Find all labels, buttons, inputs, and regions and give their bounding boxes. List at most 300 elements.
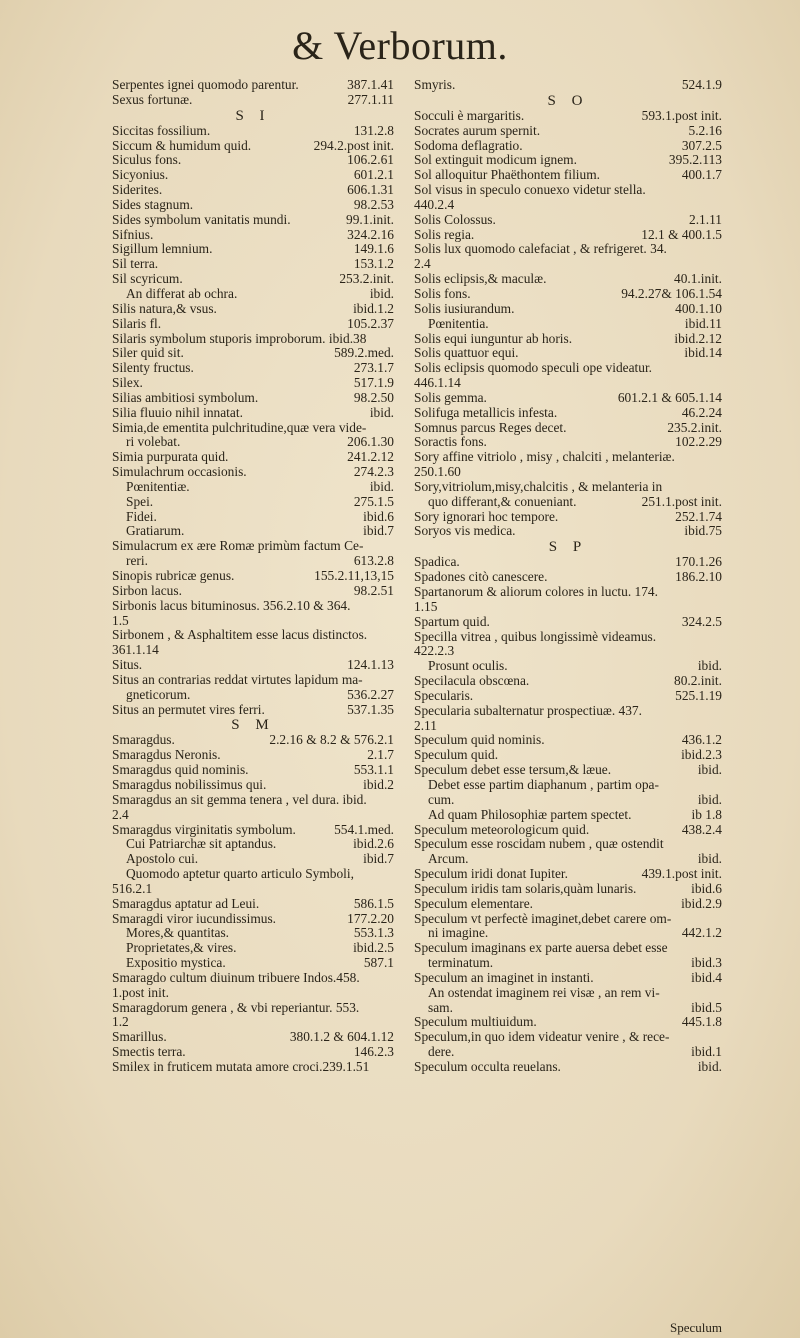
- entry-reference: ibid.1: [691, 1044, 722, 1060]
- index-entry: [414, 808, 722, 823]
- index-entry: [112, 554, 394, 569]
- entry-term: Solis quattuor equi.: [414, 345, 519, 361]
- index-entry: [414, 78, 722, 93]
- index-entry: [112, 183, 394, 198]
- entry-reference: 601.2.1: [353, 167, 394, 183]
- index-entry: [112, 78, 394, 93]
- index-entry: [414, 570, 722, 585]
- entry-reference: 525.1.19: [675, 687, 722, 703]
- entry-term: Smaragdi viror iucundissimus.: [112, 910, 277, 926]
- entry-reference: 241.2.12: [347, 449, 394, 465]
- entry-term: Pœnitentiæ.: [126, 478, 190, 494]
- index-entry: [414, 867, 722, 882]
- entry-reference: 206.1.30: [347, 434, 394, 450]
- entry-term: Sigillum lemnium.: [112, 241, 213, 257]
- index-entry: [414, 659, 722, 674]
- entry-reference: 294.2.post init.: [313, 137, 394, 153]
- entry-term: Smaragdus.: [112, 732, 175, 748]
- index-entry: [414, 1015, 722, 1030]
- index-entry-line: An ostendat imaginem rei visæ , an rem vi-: [428, 984, 660, 1000]
- entry-term: Smyris.: [414, 77, 456, 92]
- entry-term: Smaragdus aptatur ad Leui.: [112, 895, 260, 911]
- entry-term: Smaragdus virginitatis symbolum.: [112, 821, 296, 837]
- index-entry-line: 516.2.1: [112, 880, 153, 896]
- index-entry: [414, 495, 722, 510]
- index-entry: [112, 703, 394, 718]
- entry-term: Sory ignorari hoc tempore.: [414, 508, 559, 524]
- index-entry-line: Smaragdorum genera , & vbi reperiantur. 553.: [112, 999, 360, 1015]
- entry-reference: 12.1 & 400.1.5: [641, 226, 722, 242]
- index-entry: [414, 153, 722, 168]
- right-column: [414, 78, 722, 1075]
- index-entry: [414, 406, 722, 421]
- entry-reference: ibid.2.6: [353, 836, 394, 852]
- index-entry-line: Specularia subalternatur prospectiuæ. 437.: [414, 702, 642, 718]
- entry-term: cum.: [428, 791, 455, 807]
- index-entry: [112, 361, 394, 376]
- index-entry: [112, 391, 394, 406]
- index-entry: [112, 139, 394, 154]
- entry-reference: ibid.6: [691, 880, 722, 896]
- index-entry-line: Simulacrum ex ære Romæ primùm factum Ce-: [112, 538, 364, 554]
- index-entry: [112, 406, 394, 421]
- entry-term: Simulachrum occasionis.: [112, 464, 247, 480]
- entry-term: Silex.: [112, 375, 143, 391]
- entry-term: Smaragdus Neronis.: [112, 747, 221, 763]
- entry-term: Specilacula obscœna.: [414, 673, 530, 689]
- index-entry: [414, 272, 722, 287]
- entry-reference: ibid.: [697, 791, 722, 807]
- entry-reference: ibid.11: [684, 315, 722, 331]
- index-entry-line: 1.15: [414, 598, 438, 614]
- entry-reference: 98.2.53: [353, 196, 394, 212]
- entry-term: Spadica.: [414, 554, 460, 570]
- index-entry-line: Speculum esse roscidam nubem , quæ ostendit: [414, 836, 664, 852]
- entry-reference: 106.2.61: [347, 152, 394, 168]
- entry-term: sam.: [428, 999, 453, 1015]
- entry-reference: ibid.2.12: [674, 330, 722, 346]
- index-entry-line: Sirbonem , & Asphaltitem esse lacus distinctos.: [112, 627, 368, 643]
- entry-reference: 40.1.init.: [674, 271, 722, 287]
- index-entry-line: Specilla vitrea , quibus longissimè videamus.: [414, 628, 657, 644]
- index-entry: [112, 495, 394, 510]
- index-entry: [112, 778, 394, 793]
- index-entry: [112, 763, 394, 778]
- entry-reference: 445.1.8: [681, 1014, 722, 1030]
- entry-term: Socculi è margaritis.: [414, 107, 525, 123]
- entry-reference: 235.2.init.: [667, 419, 722, 435]
- index-entry: [414, 615, 722, 630]
- entry-term: Prosunt oculis.: [428, 658, 508, 674]
- entry-term: Sicyonius.: [112, 167, 169, 183]
- entry-term: Sodoma deflagratio.: [414, 137, 523, 153]
- index-entry: [112, 912, 394, 927]
- index-entry: [414, 391, 722, 406]
- index-entry: [414, 524, 722, 539]
- index-entry: [414, 510, 722, 525]
- entry-reference: 105.2.37: [347, 315, 394, 331]
- entry-reference: 252.1.74: [675, 508, 722, 524]
- index-entry-line: Sirbonis lacus bituminosus. 356.2.10 & 364.: [112, 597, 351, 613]
- index-entry: [112, 124, 394, 139]
- index-entry: [414, 748, 722, 763]
- index-entry: [112, 376, 394, 391]
- entry-reference: 98.2.50: [353, 389, 394, 405]
- entry-reference: ibid.: [369, 478, 394, 494]
- entry-reference: 606.1.31: [347, 182, 394, 198]
- entry-reference: 553.1.1: [353, 762, 394, 778]
- entry-term: Mores,& quantitas.: [126, 925, 230, 941]
- index-entry-line: Sol visus in speculo conuexo videtur stella.: [414, 182, 646, 198]
- index-entry: [414, 1045, 722, 1060]
- entry-term: terminatum.: [428, 955, 494, 971]
- entry-reference: ibid.: [697, 851, 722, 867]
- entry-reference: 400.1.10: [675, 300, 722, 316]
- entry-reference: 517.1.9: [353, 375, 394, 391]
- entry-reference: 124.1.13: [347, 657, 394, 673]
- entry-term: Sirbon lacus.: [112, 582, 182, 598]
- section-heading: S P: [548, 539, 588, 556]
- entry-reference: ibid.6: [363, 508, 394, 524]
- index-entry: [414, 882, 722, 897]
- entry-reference: ibid.75: [684, 523, 722, 539]
- index-entry: [414, 689, 722, 704]
- index-entry: [112, 748, 394, 763]
- entry-term: Solis eclipsis,& maculæ.: [414, 271, 547, 287]
- entry-reference: 307.2.5: [681, 137, 722, 153]
- index-entry: [414, 956, 722, 971]
- entry-term: Speculum iridis tam solaris,quàm lunaris.: [414, 880, 637, 896]
- index-entry: [112, 317, 394, 332]
- catchword: Speculum: [670, 1320, 722, 1335]
- entry-reference: ibid.2.3: [681, 747, 722, 763]
- index-entry-line: Silaris symbolum stuporis improborum. ibid.38: [112, 330, 367, 346]
- entry-reference: 324.2.16: [347, 226, 394, 242]
- entry-reference: 2.1.11: [689, 211, 722, 227]
- entry-term: Siderites.: [112, 182, 163, 198]
- index-entry: [112, 480, 394, 495]
- entry-term: Speculum elementare.: [414, 895, 533, 911]
- index-entry: [112, 272, 394, 287]
- entry-term: Siculus fons.: [112, 152, 182, 168]
- entry-term: Sil terra.: [112, 256, 159, 272]
- index-entry: [112, 93, 394, 108]
- index-entry: [112, 1030, 394, 1045]
- index-entry: [414, 926, 722, 941]
- index-entry: [414, 435, 722, 450]
- index-entry: [112, 941, 394, 956]
- left-column: [112, 78, 394, 1075]
- entry-term: Specularis.: [414, 687, 474, 703]
- entry-term: Siler quid sit.: [112, 345, 184, 361]
- entry-reference: ibid.: [369, 285, 394, 301]
- entry-term: Speculum debet esse tersum,& læue.: [414, 762, 612, 778]
- index-entry: [112, 346, 394, 361]
- entry-reference: ibid.3: [691, 955, 722, 971]
- entry-reference: 131.2.8: [353, 122, 394, 138]
- index-entry: [112, 465, 394, 480]
- index-entry-line: Quomodo aptetur quarto articulo Symboli,: [126, 866, 354, 882]
- index-entry: [414, 1001, 722, 1016]
- entry-reference: 99.1.init.: [346, 211, 394, 227]
- index-entry: [112, 897, 394, 912]
- entry-term: Ad quam Philosophiæ partem spectet.: [428, 806, 632, 822]
- section-heading: S I: [235, 107, 271, 124]
- entry-reference: 524.1.9: [681, 77, 722, 92]
- entry-term: Gratiarum.: [126, 523, 185, 539]
- entry-reference: 253.2.init.: [339, 271, 394, 287]
- entry-term: Speculum quid.: [414, 747, 499, 763]
- index-entry: [112, 510, 394, 525]
- index-entry: [414, 823, 722, 838]
- index-entry-line: Smaragdo cultum diuinum tribuere Indos.458.: [112, 969, 360, 985]
- entry-reference: ibid.4: [691, 969, 722, 985]
- entry-reference: 155.2.11,13,15: [314, 568, 394, 583]
- entry-term: Speculum multiuidum.: [414, 1014, 537, 1030]
- entry-term: Sifnius.: [112, 226, 154, 242]
- index-entry: [112, 688, 394, 703]
- index-entry-line: Smaragdus an sit gemma tenera , vel dura. ibid.: [112, 791, 367, 807]
- entry-reference: 80.2.init.: [674, 673, 722, 689]
- entry-term: Spadones citò canescere.: [414, 569, 548, 585]
- entry-reference: ibid.2.5: [353, 940, 394, 956]
- entry-reference: 98.2.51: [353, 582, 394, 598]
- index-entry-line: 1.5: [112, 612, 129, 628]
- index-entry: [112, 287, 394, 302]
- entry-term: Smaragdus quid nominis.: [112, 762, 249, 778]
- entry-term: Somnus parcus Reges decet.: [414, 419, 567, 435]
- index-entry: [414, 733, 722, 748]
- entry-reference: 553.1.3: [353, 925, 394, 941]
- entry-term: quo differant,& conueniant.: [428, 493, 577, 509]
- entry-reference: ibid.: [369, 404, 394, 420]
- index-entry: [414, 763, 722, 778]
- entry-reference: 324.2.5: [681, 613, 722, 629]
- index-entry: [112, 168, 394, 183]
- entry-term: Silia fluuio nihil innatat.: [112, 404, 243, 420]
- entry-reference: ibid.5: [691, 999, 722, 1015]
- entry-reference: ibid.1.2: [353, 300, 394, 316]
- index-entry: [414, 168, 722, 183]
- entry-reference: ibid.: [697, 1059, 722, 1074]
- index-entry: [414, 971, 722, 986]
- index-entry-line: 250.1.60: [414, 464, 461, 480]
- entry-term: Serpentes ignei quomodo parentur.: [112, 77, 299, 92]
- index-entry: [414, 793, 722, 808]
- entry-term: Soractis fons.: [414, 434, 487, 450]
- index-entry: [112, 198, 394, 213]
- entry-reference: 439.1.post init.: [641, 866, 722, 882]
- index-entry: [112, 823, 394, 838]
- index-entry: [414, 213, 722, 228]
- entry-term: Solis iusiurandum.: [414, 300, 515, 316]
- entry-reference: 186.2.10: [675, 569, 722, 585]
- entry-term: Sexus fortunæ.: [112, 91, 193, 107]
- index-entry-line: Speculum imaginans ex parte auersa debet esse: [414, 940, 668, 956]
- index-entry: [112, 852, 394, 867]
- entry-reference: 146.2.3: [353, 1044, 394, 1060]
- entry-reference: 170.1.26: [675, 554, 722, 570]
- index-entry: [414, 897, 722, 912]
- index-entry: [112, 450, 394, 465]
- entry-reference: 275.1.5: [353, 493, 394, 509]
- entry-term: Solis Colossus.: [414, 211, 496, 227]
- index-entry: [414, 317, 722, 332]
- index-entry: [414, 124, 722, 139]
- entry-term: Situs an permutet vires ferri.: [112, 701, 265, 717]
- index-entry-line: Smilex in fruticem mutata amore croci.239.1.51: [112, 1059, 370, 1074]
- entry-reference: ibid.: [697, 658, 722, 674]
- index-entry: [414, 228, 722, 243]
- index-entry: [112, 733, 394, 748]
- entry-reference: 251.1.post init.: [641, 493, 722, 509]
- entry-term: Solifuga metallicis infesta.: [414, 404, 558, 420]
- entry-term: Speculum an imaginet in instanti.: [414, 969, 594, 985]
- entry-reference: 587.1: [363, 955, 394, 971]
- index-entry: [414, 287, 722, 302]
- entry-term: Silaris fl.: [112, 315, 162, 331]
- index-entry: [414, 346, 722, 361]
- entry-term: Solis equi iunguntur ab horis.: [414, 330, 573, 346]
- entry-term: Smarillus.: [112, 1029, 167, 1045]
- entry-term: Apostolo cui.: [126, 851, 199, 867]
- entry-term: gneticorum.: [126, 686, 191, 702]
- entry-term: Simia purpurata quid.: [112, 449, 229, 465]
- index-entry: [414, 139, 722, 154]
- index-entry: [414, 109, 722, 124]
- index-entry: [112, 569, 394, 584]
- entry-reference: ibid.2.9: [681, 895, 722, 911]
- index-entry: [112, 956, 394, 971]
- page-header: & Verborum.: [292, 23, 508, 68]
- index-entry: [414, 1060, 722, 1075]
- entry-reference: 380.1.2 & 604.1.12: [289, 1029, 394, 1045]
- index-entry-line: Simia,de ementita pulchritudine,quæ vera vide-: [112, 419, 367, 435]
- entry-term: Spei.: [126, 493, 154, 509]
- entry-reference: 5.2.16: [688, 122, 722, 138]
- entry-term: ri volebat.: [126, 434, 181, 450]
- entry-reference: 593.1.post init.: [641, 107, 722, 123]
- index-entry-line: Sory,vitriolum,misy,chalcitis , & melanteria in: [414, 478, 663, 494]
- index-entry-line: Sory affine vitriolo , misy , chalciti , melanteriæ.: [414, 449, 675, 465]
- section-heading: S O: [547, 92, 589, 109]
- entry-term: Spartum quid.: [414, 613, 490, 629]
- entry-reference: ib 1.8: [691, 806, 722, 822]
- index-entry: [414, 302, 722, 317]
- entry-term: Arcum.: [428, 851, 469, 867]
- entry-reference: 436.1.2: [681, 732, 722, 748]
- index-entry-line: 2.4: [414, 256, 431, 272]
- index-entry: [112, 435, 394, 450]
- entry-term: Siccitas fossilium.: [112, 122, 211, 138]
- index-entry: [414, 332, 722, 347]
- index-entry: [112, 302, 394, 317]
- entry-term: reri.: [126, 553, 148, 569]
- entry-term: Speculum occulta reuelans.: [414, 1059, 561, 1074]
- entry-reference: 387.1.41: [347, 77, 394, 92]
- entry-term: Cui Patriarchæ sit aptandus.: [126, 836, 277, 852]
- entry-reference: 177.2.20: [347, 910, 394, 926]
- entry-reference: ibid.14: [684, 345, 722, 361]
- index-entry: [112, 658, 394, 673]
- index-entry: [112, 1045, 394, 1060]
- entry-term: Sol alloquitur Phaëthontem filium.: [414, 167, 600, 183]
- entry-term: Expositio mystica.: [126, 955, 226, 971]
- entry-term: Proprietates,& vires.: [126, 940, 237, 956]
- index-entry-line: Spartanorum & aliorum colores in luctu. 174.: [414, 584, 658, 599]
- entry-term: Siccum & humidum quid.: [112, 137, 252, 153]
- entry-reference: 94.2.27& 106.1.54: [621, 285, 722, 301]
- index-entry-line: 361.1.14: [112, 642, 159, 658]
- entry-term: Sides symbolum vanitatis mundi.: [112, 211, 291, 227]
- index-entry: [414, 421, 722, 436]
- entry-reference: 536.2.27: [347, 686, 394, 702]
- entry-term: Speculum iridi donat Iupiter.: [414, 866, 568, 882]
- index-entry: [414, 852, 722, 867]
- index-entry: [112, 153, 394, 168]
- index-entry-line: 446.1.14: [414, 375, 461, 391]
- entry-term: Situs.: [112, 657, 143, 673]
- entry-term: Silenty fructus.: [112, 360, 194, 376]
- index-entry: [112, 242, 394, 257]
- entry-reference: 273.1.7: [353, 360, 394, 376]
- index-entry: [112, 257, 394, 272]
- entry-reference: 613.2.8: [353, 553, 394, 569]
- entry-reference: 586.1.5: [353, 895, 394, 911]
- entry-reference: ibid.2: [363, 776, 394, 792]
- index-entry-line: Debet esse partim diaphanum , partim opa-: [428, 776, 659, 792]
- index-entry-line: 1.post init.: [112, 984, 169, 1000]
- entry-term: dere.: [428, 1044, 455, 1060]
- entry-term: Socrates aurum spernit.: [414, 122, 541, 138]
- entry-term: Speculum meteorologicum quid.: [414, 821, 590, 837]
- index-entry: [112, 584, 394, 599]
- entry-reference: 277.1.11: [347, 91, 394, 107]
- entry-term: Sides stagnum.: [112, 196, 194, 212]
- entry-term: Soryos vis medica.: [414, 523, 516, 539]
- index-entry: [414, 674, 722, 689]
- index-entry-line: 440.2.4: [414, 196, 455, 212]
- index-entry-line: 2.4: [112, 806, 129, 822]
- index-entry-line: 2.11: [414, 717, 437, 733]
- entry-reference: 2.2.16 & 8.2 & 576.2.1: [269, 732, 394, 748]
- index-entry-line: Solis lux quomodo calefaciat , & refrigeret. 34.: [414, 241, 667, 257]
- index-entry-line: 1.2: [112, 1014, 129, 1030]
- entry-reference: ibid.: [697, 762, 722, 778]
- index-entry: [112, 228, 394, 243]
- index-entry-line: Speculum vt perfectè imaginet,debet carere om-: [414, 910, 672, 926]
- index-entry-line: 422.2.3: [414, 643, 455, 659]
- entry-reference: 149.1.6: [353, 241, 394, 257]
- entry-term: ni imagine.: [428, 925, 489, 941]
- entry-reference: ibid.7: [363, 523, 394, 539]
- entry-reference: ibid.7: [363, 851, 394, 867]
- index-entry-line: Situs an contrarias reddat virtutes lapidum ma-: [112, 671, 363, 687]
- entry-reference: 537.1.35: [347, 701, 394, 717]
- entry-reference: 395.2.113: [668, 152, 722, 168]
- entry-term: Sinopis rubricæ genus.: [112, 568, 235, 583]
- entry-term: Smectis terra.: [112, 1044, 186, 1060]
- entry-reference: 46.2.24: [681, 404, 722, 420]
- entry-term: Solis regia.: [414, 226, 475, 242]
- entry-reference: 438.2.4: [681, 821, 722, 837]
- entry-term: Speculum quid nominis.: [414, 732, 545, 748]
- entry-term: Sil scyricum.: [112, 271, 183, 287]
- entry-term: Fidei.: [126, 508, 157, 524]
- entry-reference: 589.2.med.: [334, 345, 394, 361]
- index-entry: [112, 926, 394, 941]
- entry-term: An differat ab ochra.: [126, 285, 238, 301]
